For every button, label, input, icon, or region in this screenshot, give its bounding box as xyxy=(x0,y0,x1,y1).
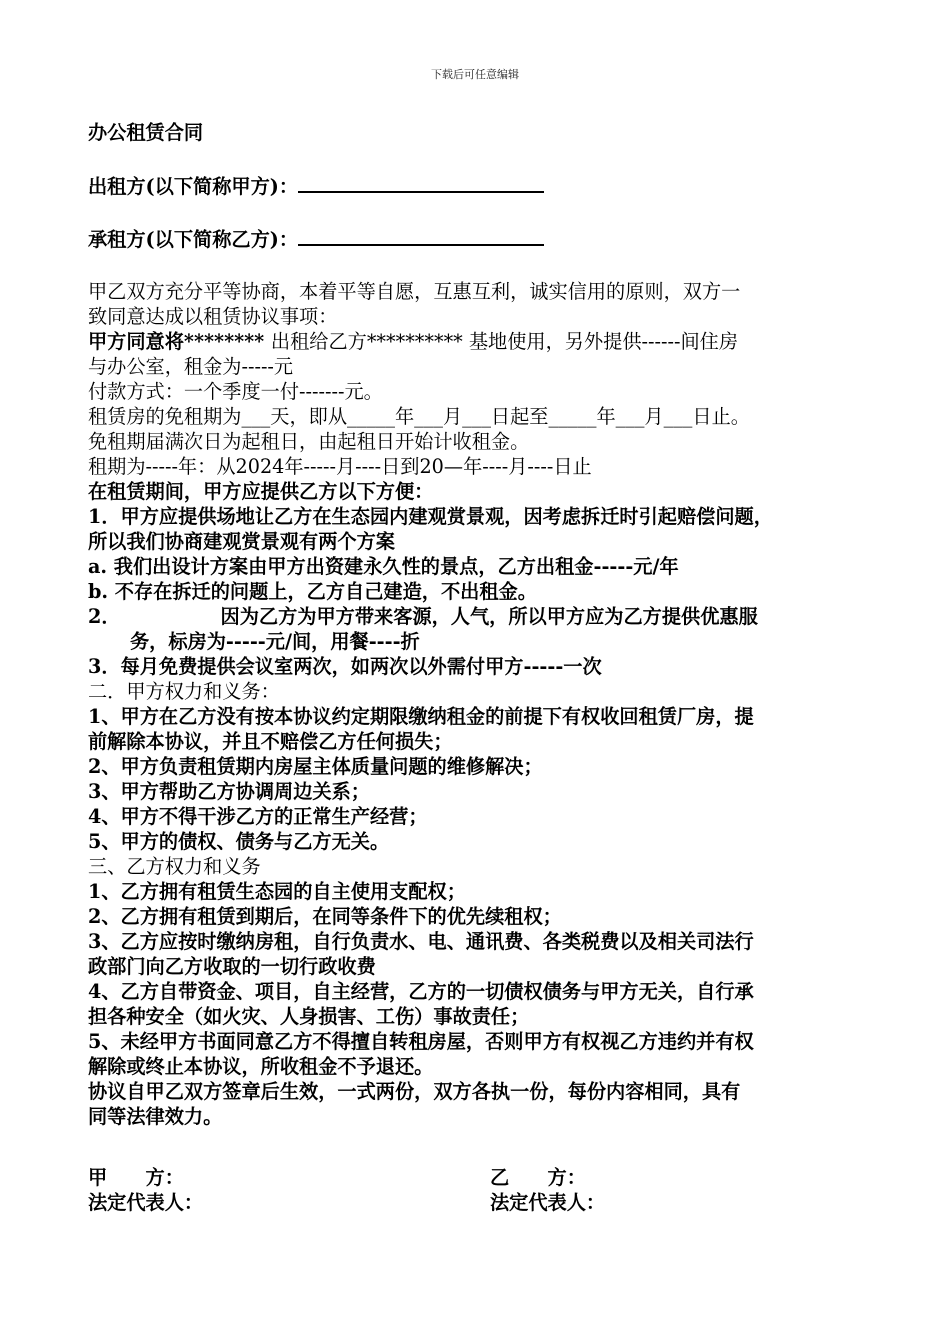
section-2-item: 4、甲方不得干涉乙方的正常生产经营； xyxy=(88,805,428,828)
payment-line: 付款方式：一个季度一付-------元。 xyxy=(88,380,383,403)
service-1-line: 1．甲方应提供场地让乙方在生态园内建观赏景观，因考虑拆迁时引起赔偿问题， xyxy=(88,505,773,528)
intro-paragraph xyxy=(88,279,868,329)
section-2-item: 2、甲方负责租赁期内房屋主体质量问题的维修解决； xyxy=(88,755,543,778)
document-title: 办公租赁合同 xyxy=(88,121,204,144)
section-2-item: 1、甲方在乙方没有按本协议约定期限缴纳租金的前提下有权收回租赁厂房，提 xyxy=(88,705,754,728)
lessor-blank xyxy=(298,173,544,193)
intro-line: 致同意达成以租赁协议事项： xyxy=(88,305,338,328)
section-3-item: 2、乙方拥有租赁到期后，在同等条件下的优先续租权； xyxy=(88,905,562,928)
lessee-blank xyxy=(298,226,544,246)
service-1-line: 所以我们协商建观赏景观有两个方案 xyxy=(88,530,395,553)
section-2-title: 二．甲方权力和义务： xyxy=(88,680,280,703)
lease-term-line: 租期为-----年：从2024年-----月----日到20—年----月----日止 xyxy=(88,455,592,478)
section-3-title: 三、乙方权力和义务 xyxy=(88,855,261,878)
rep-a-label: 法定代表人： xyxy=(88,1191,204,1214)
service-2-number: 2． xyxy=(88,605,121,628)
closing-line: 同等法律效力。 xyxy=(88,1105,223,1128)
rent-start-line: 免租期届满次日为起租日，由起租日开始计收租金。 xyxy=(88,430,530,453)
representative-row xyxy=(88,1190,868,1215)
section-3-item: 政部门向乙方收取的一切行政收费 xyxy=(88,955,376,978)
service-2-continued: 务，标房为-----元/间，用餐----折 xyxy=(130,630,420,653)
agreement-rest: 出租给乙方********** 基地使用，另外提供------间住房 xyxy=(270,330,739,353)
rep-b-label: 法定代表人： xyxy=(490,1191,606,1214)
section-2-item: 3、甲方帮助乙方协调周边关系； xyxy=(88,780,370,803)
closing-line: 协议自甲乙双方签章后生效，一式两份，双方各执一份，每份内容相同，具有 xyxy=(88,1080,741,1103)
contract-body xyxy=(88,120,868,1215)
services-heading: 在租赁期间，甲方应提供乙方以下方便： xyxy=(88,480,434,503)
section-2-item: 5、甲方的债权、债务与乙方无关。 xyxy=(88,830,390,853)
section-3-item: 3、乙方应按时缴纳房租，自行负责水、电、通讯费、各类税费以及相关司法行 xyxy=(88,930,754,953)
party-a-label: 甲 方： xyxy=(88,1166,184,1189)
service-2-line xyxy=(88,604,868,629)
service-3-line: 3．每月免费提供会议室两次，如两次以外需付甲方-----一次 xyxy=(88,655,602,678)
lessor-line xyxy=(88,173,868,198)
agreement-bold: 甲方同意将******** xyxy=(88,330,271,353)
lessee-label: 承租方(以下简称乙方)： xyxy=(88,228,299,251)
header-note: 下载后可任意编辑 xyxy=(431,68,519,81)
option-a-line: a. 我们出设计方案由甲方出资建永久性的景点，乙方出租金-----元/年 xyxy=(88,555,679,578)
section-2-item: 前解除本协议，并且不赔偿乙方任何损失； xyxy=(88,730,453,753)
option-b-line: b. 不存在拆迁的问题上，乙方自己建造，不出租金。 xyxy=(88,580,537,603)
section-3-item: 1、乙方拥有租赁生态园的自主使用支配权； xyxy=(88,880,466,903)
section-3-item: 担各种安全（如火灾、人身损害、工伤）事故责任； xyxy=(88,1005,530,1028)
free-period-line: 租赁房的免租期为___天，即从_____年___月___日起至_____年___月___日止。 xyxy=(88,405,750,428)
lessee-line xyxy=(88,226,868,251)
service-2-text: 因为乙方为甲方带来客源，人气，所以甲方应为乙方提供优惠服 xyxy=(220,605,758,628)
agreement-line xyxy=(88,329,868,354)
party-b-label: 乙 方： xyxy=(490,1166,586,1189)
party-signature-row xyxy=(88,1165,868,1190)
section-3-item: 5、未经甲方书面同意乙方不得擅自转租房屋，否则甲方有权视乙方违约并有权 xyxy=(88,1030,754,1053)
lessor-label: 出租方(以下简称甲方)： xyxy=(88,175,299,198)
agreement-line-2: 与办公室，租金为-----元 xyxy=(88,355,294,378)
section-3-item: 4、乙方自带资金、项目，自主经营，乙方的一切债权债务与甲方无关，自行承 xyxy=(88,980,754,1003)
section-3-item: 解除或终止本协议，所收租金不予退还。 xyxy=(88,1055,434,1078)
intro-line: 甲乙双方充分平等协商，本着平等自愿，互惠互利，诚实信用的原则，双方一 xyxy=(88,280,741,303)
